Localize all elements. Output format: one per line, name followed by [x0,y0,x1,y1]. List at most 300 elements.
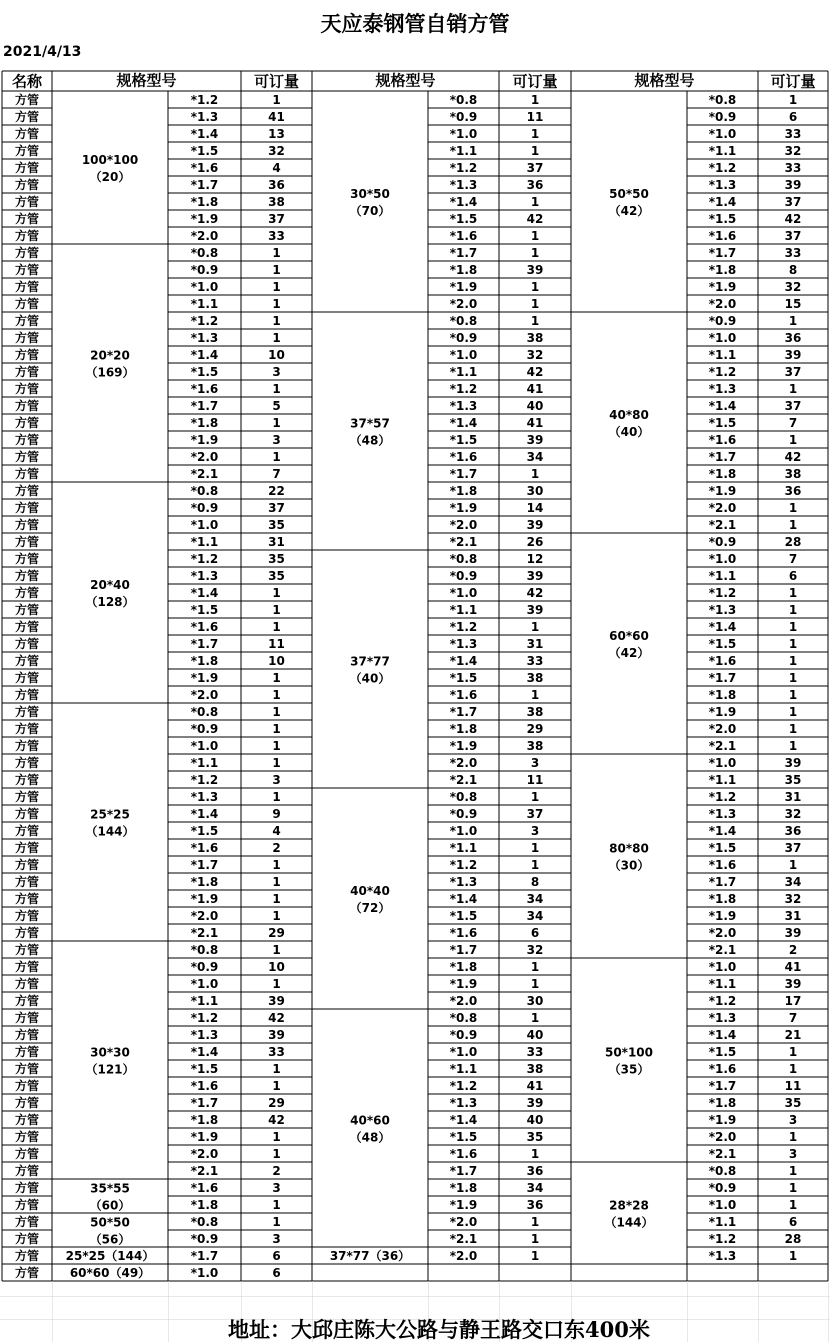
thickness-cell: *1.9 [449,1198,478,1212]
thickness-cell: *1.8 [190,195,219,209]
row-name-cell: 方管 [14,552,40,566]
spec-count: （60） [89,1198,131,1213]
qty-cell: 1 [272,1079,281,1093]
qty-cell: 32 [784,892,802,906]
thickness-cell: *0.9 [190,1232,219,1246]
qty-cell: 31 [526,637,544,651]
thickness-cell: *1.7 [708,1079,737,1093]
row-name-cell: 方管 [14,467,40,481]
thickness-cell: *1.9 [190,892,219,906]
qty-cell: 1 [272,314,281,328]
thickness-cell: *1.5 [190,603,219,617]
thickness-cell: *1.2 [449,1079,478,1093]
qty-cell: 40 [526,399,544,413]
qty-cell: 1 [272,450,281,464]
qty-cell: 1 [272,671,281,685]
row-name-cell: 方管 [14,773,40,787]
row-name-cell: 方管 [14,892,40,906]
header-name: 名称 [11,72,43,91]
thickness-cell: *1.3 [708,807,737,821]
qty-cell: 17 [784,994,802,1008]
thickness-cell: *1.1 [190,535,219,549]
qty-cell: 38 [526,331,544,345]
qty-cell: 35 [268,569,285,583]
qty-cell: 33 [526,1045,544,1059]
qty-cell: 37 [784,229,802,243]
thickness-cell: *1.8 [449,1181,478,1195]
thickness-cell: *1.9 [190,212,219,226]
thickness-cell: *1.5 [190,824,219,838]
qty-cell: 32 [784,144,802,158]
qty-cell: 41 [268,110,285,124]
qty-cell: 1 [530,1249,540,1263]
header-spec: 规格型号 [634,71,695,90]
qty-cell: 32 [784,807,802,821]
qty-cell: 38 [526,705,544,719]
thickness-cell: *1.8 [190,875,219,889]
qty-cell: 1 [272,705,281,719]
row-name-cell: 方管 [14,926,40,940]
thickness-cell: *1.1 [708,1215,737,1229]
row-name-cell: 方管 [14,1028,40,1042]
qty-cell: 11 [784,1079,802,1093]
spec-label: 40*60 [350,1113,390,1128]
thickness-cell: *1.1 [708,773,737,787]
thickness-cell: *1.0 [190,280,219,294]
thickness-cell: *1.7 [190,637,219,651]
qty-cell: 34 [784,875,802,889]
qty-cell: 1 [272,790,281,804]
qty-cell: 1 [788,1062,798,1076]
row-name-cell: 方管 [14,688,40,702]
date-label: 2021/4/13 [3,44,82,60]
qty-cell: 1 [530,620,540,634]
qty-cell: 1 [788,705,798,719]
qty-cell: 35 [268,518,285,532]
thickness-cell: *2.1 [449,535,478,549]
thickness-cell: *0.8 [449,790,478,804]
row-name-cell: 方管 [14,909,40,923]
row-name-cell: 方管 [14,535,40,549]
thickness-cell: *2.0 [449,756,478,770]
thickness-cell: *1.7 [708,246,737,260]
thickness-cell: *1.9 [190,1130,219,1144]
qty-cell: 1 [272,603,281,617]
qty-cell: 15 [784,297,802,311]
thickness-cell: *2.1 [190,1164,219,1178]
thickness-cell: *0.9 [449,807,478,821]
thickness-cell: *1.4 [449,654,478,668]
row-name-cell: 方管 [14,705,40,719]
qty-cell: 10 [268,960,285,974]
qty-cell: 6 [788,569,798,583]
spec-count: （144） [604,1215,654,1230]
thickness-cell: *1.6 [449,926,478,940]
thickness-cell: *1.6 [190,382,219,396]
qty-cell: 33 [268,1045,285,1059]
qty-cell: 32 [268,144,285,158]
thickness-cell: *2.0 [708,297,737,311]
qty-cell: 1 [272,416,281,430]
thickness-cell: *1.7 [708,450,737,464]
thickness-cell: *0.8 [708,1164,737,1178]
row-name-cell: 方管 [14,1249,40,1263]
qty-cell: 1 [272,1198,281,1212]
row-name-cell: 方管 [14,246,40,260]
thickness-cell: *1.1 [190,756,219,770]
spec-count: （20） [89,170,131,184]
qty-cell: 1 [530,467,540,481]
thickness-cell: *1.3 [708,178,737,192]
row-name-cell: 方管 [14,875,40,889]
qty-cell: 36 [526,178,544,192]
thickness-cell: *1.6 [190,1181,219,1195]
thickness-cell: *1.6 [708,229,737,243]
qty-cell: 33 [526,654,544,668]
qty-cell: 1 [272,297,281,311]
thickness-cell: *1.8 [708,688,737,702]
qty-cell: 6 [788,1215,798,1229]
row-name-cell: 方管 [14,144,40,158]
qty-cell: 36 [526,1198,544,1212]
thickness-cell: *0.9 [708,110,737,124]
thickness-cell: *1.7 [190,1096,219,1110]
thickness-cell: *1.8 [708,263,737,277]
thickness-cell: *1.4 [190,348,219,362]
thickness-cell: *1.3 [190,569,219,583]
row-name-cell: 方管 [14,229,40,243]
row-name-cell: 方管 [14,280,40,294]
qty-cell: 1 [530,960,540,974]
qty-cell: 34 [526,1181,544,1195]
qty-cell: 1 [272,93,281,107]
row-name-cell: 方管 [14,1147,40,1161]
thickness-cell: *1.9 [449,977,478,991]
thickness-cell: *1.7 [449,1164,478,1178]
spec-count: （169） [85,365,135,380]
qty-cell: 34 [526,892,544,906]
qty-cell: 1 [788,1181,798,1195]
thickness-cell: *1.8 [449,960,478,974]
qty-cell: 33 [268,229,285,243]
qty-cell: 37 [268,501,285,515]
row-name-cell: 方管 [14,943,40,957]
qty-cell: 1 [788,722,798,736]
thickness-cell: *1.9 [449,501,478,515]
thickness-cell: *1.3 [190,790,219,804]
thickness-cell: *1.0 [449,824,478,838]
thickness-cell: *1.5 [708,1045,737,1059]
thickness-cell: *1.7 [190,399,219,413]
thickness-cell: *1.6 [190,620,219,634]
thickness-cell: *1.2 [190,314,219,328]
row-name-cell: 方管 [14,1096,40,1110]
qty-cell: 1 [530,1215,540,1229]
spec-count: （40） [349,671,391,686]
row-name-cell: 方管 [14,161,40,175]
qty-cell: 1 [530,314,540,328]
qty-cell: 1 [788,433,798,447]
thickness-cell: *1.3 [449,399,478,413]
thickness-cell: *2.0 [190,229,219,243]
qty-cell: 1 [272,620,281,634]
thickness-cell: *1.6 [449,1147,478,1161]
thickness-cell: *1.3 [708,1011,737,1025]
thickness-cell: *1.4 [449,195,478,209]
qty-cell: 26 [526,535,544,549]
qty-cell: 42 [526,365,544,379]
thickness-cell: *1.1 [449,365,478,379]
thickness-cell: *1.2 [708,161,737,175]
qty-cell: 29 [268,926,285,940]
thickness-cell: *1.8 [190,654,219,668]
thickness-cell: *1.4 [708,824,737,838]
spec-label: 25*25（144） [65,1249,155,1263]
row-name-cell: 方管 [14,501,40,515]
thickness-cell: *1.3 [449,1096,478,1110]
qty-cell: 1 [788,1164,798,1178]
qty-cell: 40 [526,1028,544,1042]
spec-count: （35） [608,1062,650,1077]
qty-cell: 6 [272,1266,281,1280]
qty-cell: 11 [526,773,544,787]
thickness-cell: *1.1 [190,994,219,1008]
qty-cell: 37 [784,841,802,855]
spec-label: 25*25 [90,807,130,822]
qty-cell: 33 [784,246,802,260]
thickness-cell: *1.0 [449,348,478,362]
qty-cell: 1 [788,739,798,753]
qty-cell: 1 [788,518,798,532]
thickness-cell: *2.0 [190,1147,219,1161]
qty-cell: 12 [526,552,544,566]
thickness-cell: *1.9 [708,909,737,923]
qty-cell: 38 [526,1062,544,1076]
qty-cell: 1 [272,858,281,872]
row-name-cell: 方管 [14,1079,40,1093]
thickness-cell: *1.2 [190,773,219,787]
qty-cell: 22 [268,484,285,498]
thickness-cell: *1.4 [190,1045,219,1059]
qty-cell: 3 [530,756,540,770]
thickness-cell: *1.8 [190,1198,219,1212]
thickness-cell: *1.7 [190,1249,219,1263]
thickness-cell: *2.0 [190,688,219,702]
qty-cell: 1 [530,1011,540,1025]
thickness-cell: *1.7 [708,875,737,889]
thickness-cell: *1.6 [708,858,737,872]
thickness-cell: *1.0 [449,127,478,141]
qty-cell: 39 [784,926,802,940]
qty-cell: 42 [784,212,802,226]
qty-cell: 39 [268,994,285,1008]
qty-cell: 39 [526,518,544,532]
spec-label: 80*80 [609,841,649,856]
thickness-cell: *2.0 [449,518,478,532]
qty-cell: 39 [526,433,544,447]
qty-cell: 2 [788,943,798,957]
thickness-cell: *1.1 [708,348,737,362]
thickness-cell: *1.8 [449,484,478,498]
qty-cell: 32 [784,280,802,294]
qty-cell: 3 [530,824,540,838]
qty-cell: 4 [272,824,281,838]
thickness-cell: *2.1 [190,926,219,940]
qty-cell: 33 [784,127,802,141]
qty-cell: 3 [272,365,281,379]
thickness-cell: *1.8 [449,722,478,736]
qty-cell: 3 [788,1147,798,1161]
thickness-cell: *1.5 [708,841,737,855]
thickness-cell: *1.3 [708,603,737,617]
spec-label: 37*77（36） [329,1249,411,1263]
qty-cell: 35 [784,773,802,787]
qty-cell: 42 [268,1011,285,1025]
thickness-cell: *1.6 [190,841,219,855]
row-name-cell: 方管 [14,824,40,838]
thickness-cell: *1.6 [190,161,219,175]
row-name-cell: 方管 [14,212,40,226]
spec-count: （72） [349,901,391,915]
thickness-cell: *2.1 [708,518,737,532]
qty-cell: 34 [526,450,544,464]
thickness-cell: *1.9 [708,280,737,294]
thickness-cell: *1.8 [708,1096,737,1110]
thickness-cell: *1.5 [449,212,478,226]
thickness-cell: *2.1 [449,1232,478,1246]
qty-cell: 30 [526,994,544,1008]
qty-cell: 1 [272,1130,281,1144]
qty-cell: 36 [784,484,802,498]
row-name-cell: 方管 [14,399,40,413]
row-name-cell: 方管 [14,110,40,124]
qty-cell: 37 [784,399,802,413]
thickness-cell: *1.0 [708,331,737,345]
qty-cell: 1 [530,841,540,855]
thickness-cell: *1.3 [190,110,219,124]
page-title: 天应泰钢管自销方管 [320,11,510,36]
thickness-cell: *1.2 [708,586,737,600]
thickness-cell: *1.5 [708,416,737,430]
thickness-cell: *1.1 [708,144,737,158]
qty-cell: 39 [784,756,802,770]
thickness-cell: *1.3 [449,875,478,889]
thickness-cell: *0.9 [708,535,737,549]
thickness-cell: *1.1 [708,569,737,583]
row-name-cell: 方管 [14,1198,40,1212]
spec-count: （42） [608,204,650,218]
thickness-cell: *1.6 [708,433,737,447]
thickness-cell: *1.0 [449,1045,478,1059]
row-name-cell: 方管 [14,297,40,311]
spec-label: 30*50 [350,187,390,201]
thickness-cell: *0.8 [190,484,219,498]
qty-cell: 10 [268,348,285,362]
thickness-cell: *0.8 [449,314,478,328]
thickness-cell: *0.9 [449,569,478,583]
row-name-cell: 方管 [14,331,40,345]
thickness-cell: *1.2 [708,994,737,1008]
thickness-cell: *1.1 [449,841,478,855]
qty-cell: 41 [784,960,802,974]
spec-count: （48） [349,433,391,448]
thickness-cell: *1.0 [449,586,478,600]
thickness-cell: *1.2 [449,161,478,175]
qty-cell: 29 [268,1096,285,1110]
qty-cell: 1 [272,246,281,260]
row-name-cell: 方管 [14,807,40,821]
header-spec: 规格型号 [375,71,436,90]
qty-cell: 1 [530,790,540,804]
row-name-cell: 方管 [14,790,40,804]
row-name-cell: 方管 [14,518,40,532]
qty-cell: 1 [788,314,798,328]
qty-cell: 38 [268,195,285,209]
row-name-cell: 方管 [14,1164,40,1178]
qty-cell: 1 [272,875,281,889]
thickness-cell: *0.8 [190,246,219,260]
thickness-cell: *1.0 [708,552,737,566]
spec-label: 37*57 [350,416,390,431]
qty-cell: 1 [272,1062,281,1076]
row-name-cell: 方管 [14,620,40,634]
thickness-cell: *2.0 [708,926,737,940]
qty-cell: 2 [272,1164,281,1178]
qty-cell: 1 [530,1232,540,1246]
qty-cell: 1 [788,620,798,634]
row-name-cell: 方管 [14,382,40,396]
thickness-cell: *0.9 [449,110,478,124]
qty-cell: 1 [272,722,281,736]
spec-label: 37*77 [350,654,390,669]
spec-count: （56） [89,1232,131,1247]
thickness-cell: *0.9 [190,263,219,277]
qty-cell: 1 [788,603,798,617]
thickness-cell: *1.9 [190,433,219,447]
header-spec: 规格型号 [116,71,177,90]
qty-cell: 36 [526,1164,544,1178]
spec-count: （144） [85,824,135,839]
qty-cell: 1 [530,246,540,260]
row-name-cell: 方管 [14,263,40,277]
qty-cell: 31 [784,909,802,923]
qty-cell: 1 [272,1147,281,1161]
qty-cell: 1 [788,671,798,685]
qty-cell: 1 [530,280,540,294]
thickness-cell: *1.6 [449,229,478,243]
thickness-cell: *0.8 [190,1215,219,1229]
qty-cell: 1 [788,1249,798,1263]
spec-count: （48） [349,1130,391,1145]
qty-cell: 1 [272,909,281,923]
thickness-cell: *1.5 [449,909,478,923]
thickness-cell: *0.9 [449,331,478,345]
row-name-cell: 方管 [14,1266,40,1280]
qty-cell: 4 [272,161,281,175]
thickness-cell: *0.8 [708,93,737,107]
qty-cell: 37 [784,365,802,379]
qty-cell: 21 [784,1028,802,1042]
thickness-cell: *1.5 [449,1130,478,1144]
qty-cell: 31 [268,535,285,549]
row-name-cell: 方管 [14,1113,40,1127]
thickness-cell: *1.0 [190,739,219,753]
thickness-cell: *2.1 [708,943,737,957]
thickness-cell: *1.6 [708,1062,737,1076]
qty-cell: 39 [526,603,544,617]
address-line: 地址：大邱庄陈大公路与静王路交口东400米 [228,1317,650,1342]
qty-cell: 39 [784,348,802,362]
